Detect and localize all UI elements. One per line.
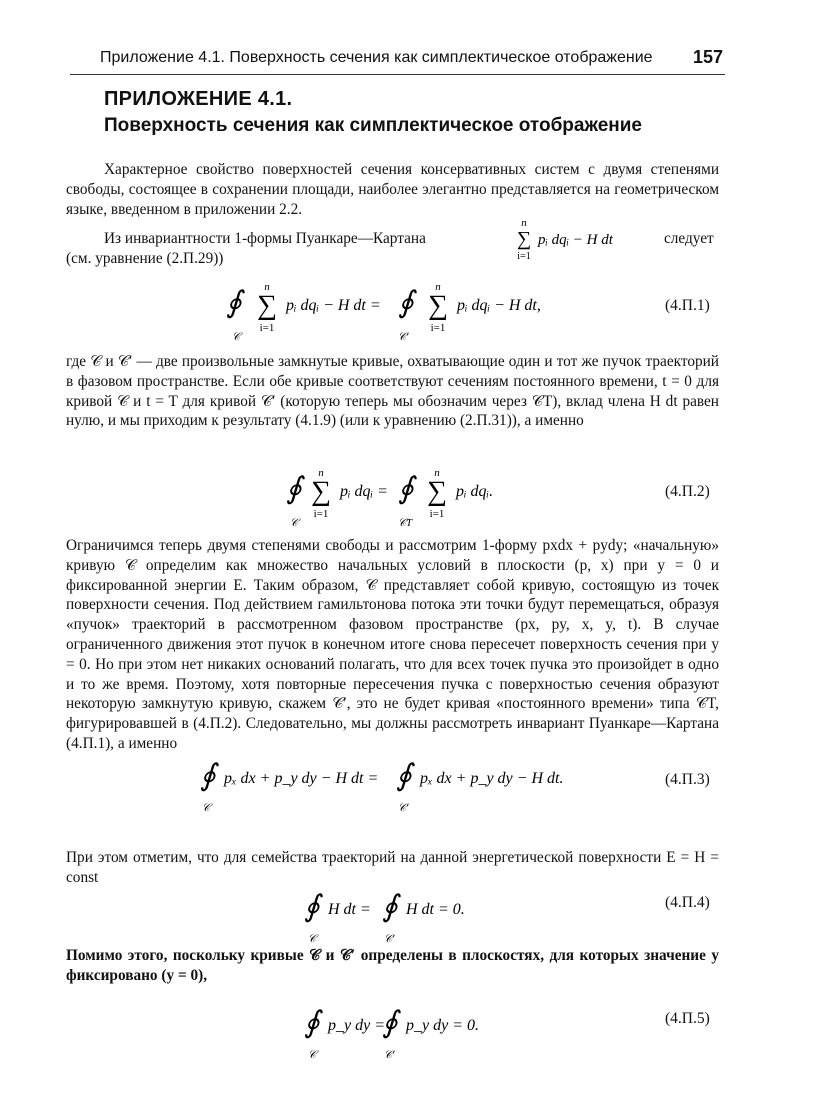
eq1-sum-lower-right: i=1 (430, 322, 446, 334)
eq1-sum-lower-left: i=1 (259, 322, 275, 334)
equation-4-p-1 (220, 274, 580, 350)
inline-sum-upper: n (521, 217, 527, 229)
contour-integral-icon: ∮ (304, 890, 320, 923)
equation-number-1: (4.П.1) (665, 297, 710, 314)
eq4-contour-label-left: 𝒞 (308, 933, 317, 945)
contour-integral-icon: ∮ (286, 472, 302, 505)
inline-sum-expr: pᵢ dqᵢ − H dt (538, 232, 613, 248)
eq2-right-side: pᵢ dqᵢ. (456, 483, 494, 500)
contour-integral-icon: ∮ (396, 759, 412, 792)
paragraph-2-lead: Из инвариантности 1-формы Пуанкаре—Картана (104, 230, 426, 247)
section-title-line2: Поверхность сечения как симплектическое отображение (104, 115, 642, 136)
eq5-left-side: p_y dy = (328, 1017, 385, 1034)
eq2-sum-upper-right: n (434, 467, 440, 479)
running-header-title: Приложение 4.1. Поверхность сечения как симплектическое отображение (100, 49, 653, 66)
contour-integral-icon: ∮ (382, 890, 398, 923)
eq5-contour-label-right: 𝒞′ (384, 1049, 395, 1061)
eq2-left-side: pᵢ dqᵢ = (340, 483, 388, 500)
contour-integral-icon: ∮ (200, 759, 216, 792)
sigma-icon: ∑ (428, 290, 448, 321)
eq1-left-side: pᵢ dqᵢ − H dt = (286, 297, 381, 314)
eq1-right-side: pᵢ dqᵢ − H dt, (457, 297, 541, 314)
equation-4-p-3 (196, 745, 596, 821)
inline-sum-formula (510, 214, 660, 264)
eq3-contour-label-left: 𝒞 (202, 802, 211, 814)
equation-number-5: (4.П.5) (665, 1010, 710, 1027)
paragraph-5: При этом отметим, что для семейства траекторий на данной энергетической поверхности E = H = const (66, 849, 719, 886)
inline-sum-lower: i=1 (517, 251, 531, 262)
sigma-icon: ∑ (311, 476, 331, 507)
eq1-contour-label-left: 𝒞 (232, 331, 241, 343)
equation-number-2: (4.П.2) (665, 483, 710, 500)
contour-integral-icon: ∮ (304, 1006, 320, 1039)
equation-number-4: (4.П.4) (665, 894, 710, 911)
eq2-contour-label-left: 𝒞 (290, 517, 299, 529)
contour-integral-icon: ∮ (382, 1006, 398, 1039)
paragraph-6: Помимо этого, поскольку кривые 𝒞 и 𝒞′ определены в плоскостях, для которых значение y фиксировано (y = 0), (66, 947, 719, 984)
eq3-right-side: pₓ dx + p_y dy − H dt. (420, 770, 564, 787)
equation-4-p-5 (300, 992, 520, 1068)
eq5-right-side: p_y dy = 0. (406, 1017, 479, 1034)
paragraph-2-ref: (см. уравнение (2.П.29)) (66, 250, 224, 267)
eq3-left-side: pₓ dx + p_y dy − H dt = (224, 770, 379, 787)
eq1-contour-label-right: 𝒞′ (398, 331, 409, 343)
inline-sum-sigma: ∑ (516, 228, 532, 250)
sigma-icon: ∑ (257, 290, 277, 321)
eq2-sum-upper-left: n (318, 467, 324, 479)
equation-4-p-4 (300, 876, 520, 952)
paragraph-3: где 𝒞 и 𝒞′ — две произвольные замкнутые кривые, охватывающие один и тот же пучок траекторий в фазовом пространстве. Если обе кривые соответствуют сечениям постоянного времени, t = 0 для кривой 𝒞 и t = T для кривой 𝒞′ (которую теперь мы обозначим через 𝒞T), вклад члена H dt равен нулю, и мы приходим к результату (4.1.9) (или к уравнению (2.П.31)), а именно (66, 353, 719, 430)
equation-number-3: (4.П.3) (665, 771, 710, 788)
eq4-left-side: H dt = (328, 901, 371, 918)
section-title-line1: ПРИЛОЖЕНИЕ 4.1. (104, 88, 293, 110)
contour-integral-icon: ∮ (398, 286, 414, 319)
paragraph-1: Характерное свойство поверхностей сечения консервативных систем с двумя степенями свободы, состоящее в сохранении площади, наиболее элегантно представляется на геометрическом языке, введенном в приложении 2.2. (66, 161, 719, 218)
running-header (70, 44, 725, 75)
eq1-sum-upper-right: n (435, 281, 441, 293)
eq4-right-side: H dt = 0. (406, 901, 465, 918)
eq2-sum-lower-left: i=1 (313, 508, 329, 520)
paragraph-2-follows: следует (664, 230, 714, 247)
eq4-contour-label-right: 𝒞′ (384, 933, 395, 945)
eq5-contour-label-left: 𝒞 (308, 1049, 317, 1061)
sigma-icon: ∑ (427, 476, 447, 507)
eq1-sum-upper-left: n (264, 281, 270, 293)
eq3-contour-label-right: 𝒞′ (398, 802, 409, 814)
contour-integral-icon: ∮ (226, 286, 242, 319)
eq2-contour-label-right: 𝒞T (398, 517, 413, 529)
page-number: 157 (692, 47, 723, 67)
paragraph-4: Ограничимся теперь двумя степенями свободы и рассмотрим 1-форму pxdx + pydy; «начальную» кривую 𝒞 определим как множество начальных условий в плоскости (p, x) при y = 0 и фиксированной энергии E. Таким образом, 𝒞 представляет собой кривую, состоящую из точек поверхности сечения. Под действием гамильтонова потока эти точки будут перемещаться, образуя «пучок» траекторий в рассмотренном фазовом пространстве (px, py, x, y, t). В случае ограниченного движения этот пучок в конечном итоге снова пересечет поверхность сечения при y = 0. Но при этом нет никаких оснований полагать, что для всех точек пучка это произойдет в одно и то же время. Поэтому, хотя повторные пересечения пучка с поверхностью сечения образуют некоторую замкнутую кривую, скажем 𝒞′, это не будет кривая «постоянного времени» типа 𝒞T, фигурировавшей в (4.П.2). Следовательно, мы должны рассмотреть инвариант Пуанкаре—Картана (4.П.1), а именно (66, 537, 719, 752)
eq2-sum-lower-right: i=1 (429, 508, 445, 520)
equation-4-p-2 (280, 460, 540, 536)
contour-integral-icon: ∮ (398, 472, 414, 505)
